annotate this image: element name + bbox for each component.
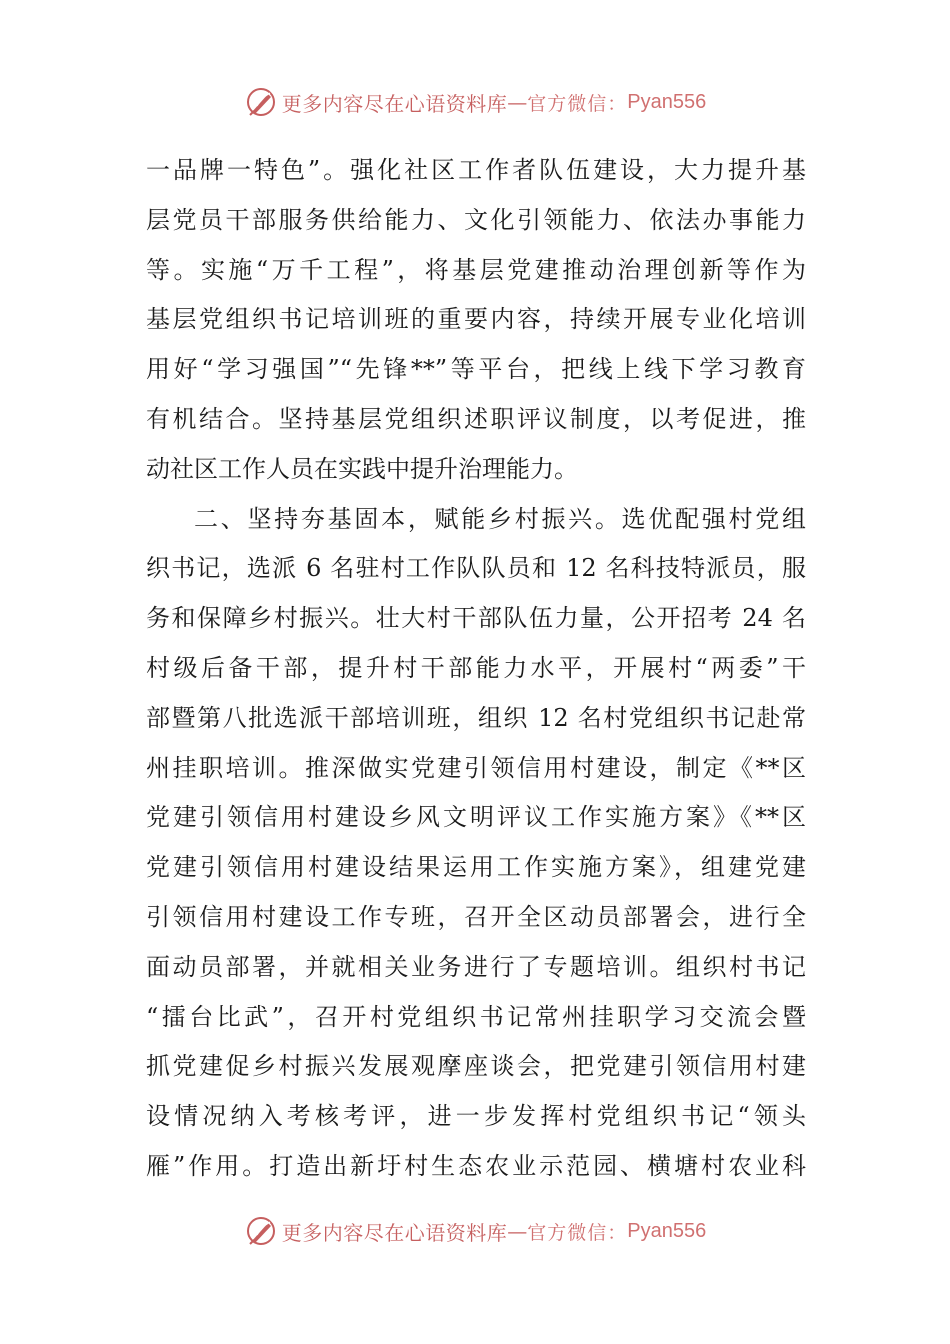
footer-watermark bbox=[0, 1209, 950, 1253]
text-line: 动社区工作人员在实践中提升治理能力。 bbox=[146, 454, 578, 483]
text-line: 务和保障乡村振兴。壮大村干部队伍力量，公开招考 24 名 bbox=[146, 604, 806, 633]
text-line: 面动员部署，并就相关业务进行了专题培训。组织村书记 bbox=[146, 952, 806, 981]
text-line: 党建引领信用村建设结果运用工作实施方案》，组建党建 bbox=[146, 853, 806, 882]
text-line: 二、坚持夯基固本，赋能乡村振兴。选优配强村党组 bbox=[194, 504, 806, 533]
text-line: 州挂职培训。推深做实党建引领信用村建设，制定《**区 bbox=[146, 753, 806, 782]
document-body bbox=[146, 146, 806, 1192]
quill-logo-icon bbox=[244, 1214, 278, 1248]
text-line: 基层党组织书记培训班的重要内容，持续开展专业化培训 bbox=[146, 305, 806, 334]
text-line: 抓党建促乡村振兴发展观摩座谈会，把党建引领信用村建 bbox=[146, 1052, 806, 1081]
text-line: 织书记，选派 6 名驻村工作队队员和 12 名科技特派员，服 bbox=[146, 554, 806, 583]
watermark-wechat-label: 官方微信： bbox=[527, 1221, 628, 1244]
text-line: 党建引领信用村建设乡风文明评议工作实施方案》《**区 bbox=[146, 803, 806, 832]
header-watermark bbox=[0, 80, 950, 124]
quill-logo-icon bbox=[244, 85, 278, 119]
watermark-brand: 更多内容尽在心语资料库 bbox=[281, 91, 508, 116]
text-line: 等。实施“万千工程”，将基层党建推动治理创新等作为 bbox=[146, 255, 806, 284]
watermark-wechat-label: 官方微信： bbox=[527, 92, 628, 115]
text-line: 村级后备干部，提升村干部能力水平，开展村“两委”干 bbox=[146, 653, 806, 682]
text-line: 设情况纳入考核考评，进一步发挥村党组织书记“领头 bbox=[146, 1102, 806, 1131]
text-line: “擂台比武”，召开村党组织书记常州挂职学习交流会暨 bbox=[146, 1002, 806, 1031]
watermark-brand: 更多内容尽在心语资料库 bbox=[281, 1220, 508, 1245]
text-line: 层党员干部服务供给能力、文化引领能力、依法办事能力 bbox=[146, 205, 806, 234]
text-line: 引领信用村建设工作专班，召开全区动员部署会，进行全 bbox=[146, 902, 806, 931]
watermark-handle: Pyan556 bbox=[627, 90, 707, 113]
text-line: 部暨第八批选派干部培训班，组织 12 名村党组织书记赴常 bbox=[146, 703, 806, 732]
text-line: 用好“学习强国”“先锋**”等平台，把线上线下学习教育 bbox=[146, 355, 806, 384]
watermark-dash: — bbox=[507, 90, 528, 114]
watermark-handle: Pyan556 bbox=[627, 1219, 707, 1242]
paragraph-2 bbox=[146, 495, 806, 1192]
text-line: 雁”作用。打造出新圩村生态农业示范园、横塘村农业科 bbox=[146, 1151, 806, 1180]
text-line: 有机结合。坚持基层党组织述职评议制度，以考促进，推 bbox=[146, 404, 806, 433]
watermark-dash: — bbox=[507, 1219, 528, 1243]
text-line: 一品牌一特色”。强化社区工作者队伍建设，大力提升基 bbox=[146, 156, 806, 184]
paragraph-1 bbox=[146, 146, 806, 495]
